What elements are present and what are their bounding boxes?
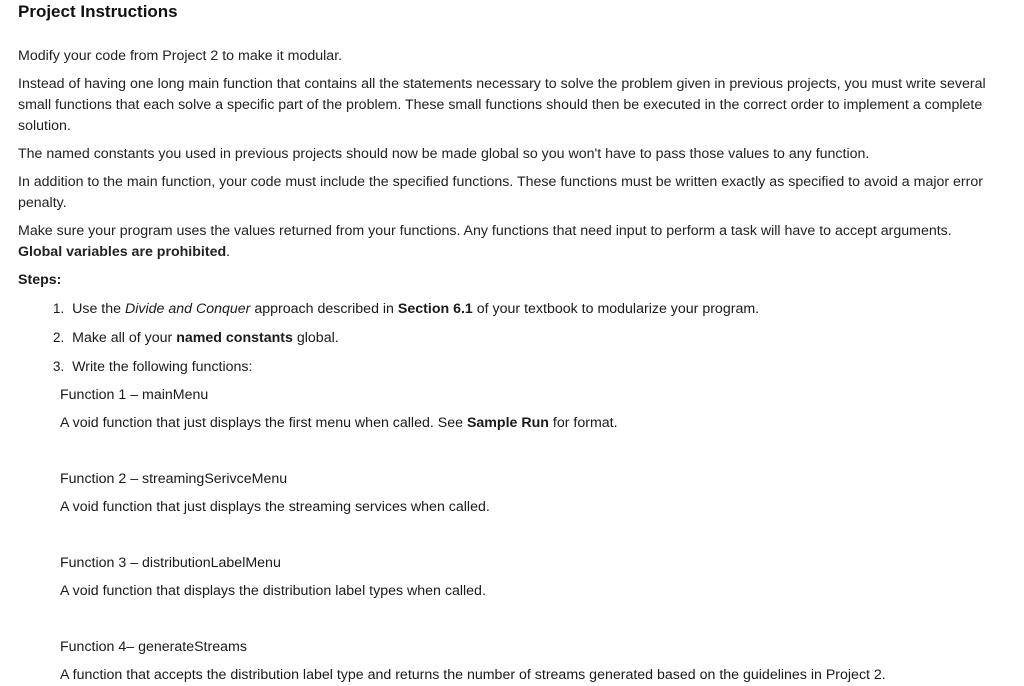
function-1-desc-a: A void function that just displays the first menu when called. See bbox=[60, 415, 463, 431]
step-1 bbox=[53, 298, 1018, 320]
function-2-desc: A void function that just displays the streaming services when called. bbox=[60, 499, 490, 515]
step-3-number: 3. bbox=[53, 359, 65, 374]
paragraph-values-text: Make sure your program uses the values returned from your functions. Any functions that need input to perform a task will have to accept arguments. bbox=[18, 223, 952, 239]
paragraph-instead: Instead of having one long main function that contains all the statements necessary to solve the problem given in previous projects, you must write several small functions that each solve a specific part of the problem. These small functions should then be executed in the correct order to implement a complete solution. bbox=[18, 76, 986, 134]
steps-heading: Steps: bbox=[18, 272, 62, 288]
function-1-title: Function 1 – mainMenu bbox=[60, 387, 209, 403]
sample-run-ref: Sample Run bbox=[466, 415, 549, 431]
step-3 bbox=[53, 356, 1018, 378]
step-2-text-b: global. bbox=[296, 330, 339, 346]
page-title: Project Instructions bbox=[18, 2, 178, 21]
function-2-title: Function 2 – streamingSerivceMenu bbox=[60, 471, 288, 487]
function-3 bbox=[60, 553, 1018, 602]
function-4 bbox=[60, 637, 1018, 686]
function-2 bbox=[60, 469, 1018, 518]
step-2-bold: named constants bbox=[176, 330, 293, 346]
step-1-text-a: Use the bbox=[72, 301, 122, 317]
step-2-number: 2. bbox=[53, 330, 65, 345]
paragraph-values bbox=[18, 221, 1018, 263]
function-4-desc: A function that accepts the distribution label type and returns the number of streams generated based on the guidelines in Project 2. bbox=[60, 667, 886, 683]
function-1-desc-b: for format. bbox=[552, 415, 618, 431]
step-1-text-b: approach described in bbox=[254, 301, 394, 317]
function-3-title: Function 3 – distributionLabelMenu bbox=[60, 555, 281, 571]
steps-list bbox=[18, 298, 1018, 378]
step-1-bold: Section 6.1 bbox=[397, 301, 473, 317]
paragraph-values-end: . bbox=[226, 244, 231, 260]
global-variables-warning: Global variables are prohibited bbox=[18, 244, 227, 260]
instructions-page bbox=[18, 0, 1018, 686]
step-1-italic: Divide and Conquer bbox=[124, 301, 251, 317]
step-1-text-c: of your textbook to modularize your program. bbox=[476, 301, 760, 317]
step-2-text-a: Make all of your bbox=[72, 330, 173, 346]
function-3-desc: A void function that displays the distribution label types when called. bbox=[60, 583, 486, 599]
step-1-number: 1. bbox=[53, 301, 65, 316]
function-4-title: Function 4– generateStreams bbox=[60, 639, 247, 655]
step-2 bbox=[53, 327, 1018, 349]
function-1 bbox=[60, 385, 1018, 434]
paragraph-modify: Modify your code from Project 2 to make it modular. bbox=[18, 48, 343, 64]
function-1-desc bbox=[60, 413, 1018, 434]
paragraph-constants: The named constants you used in previous projects should now be made global so you won't have to pass those values to any function. bbox=[18, 146, 870, 162]
paragraph-functions: In addition to the main function, your code must include the specified functions. These functions must be written exactly as specified to avoid a major error penalty. bbox=[18, 174, 983, 211]
step-3-text: Write the following functions: bbox=[72, 359, 253, 375]
